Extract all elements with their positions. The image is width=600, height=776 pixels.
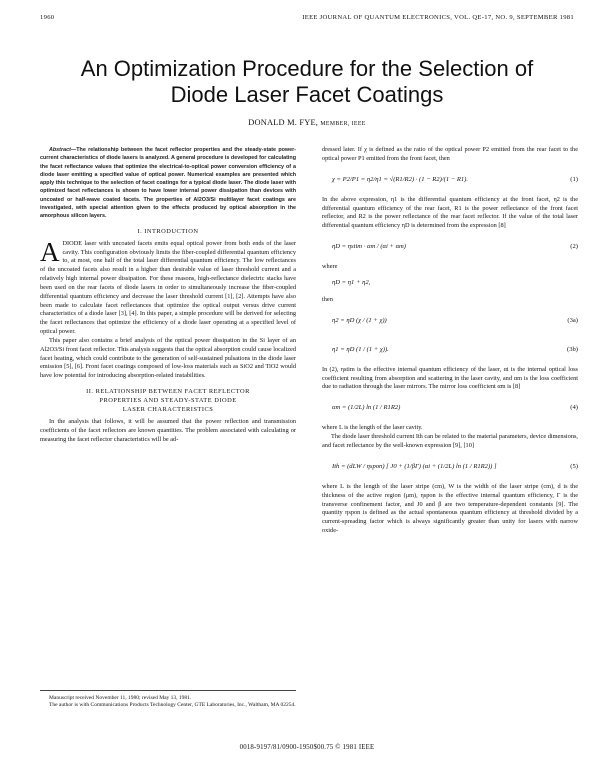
equation-sum-expression: ηD = η1 + η2,	[332, 278, 371, 286]
section-2-heading-line-2: PROPERTIES AND STEADY-STATE DIODE	[99, 397, 237, 405]
page-number: 1960	[40, 14, 55, 21]
footnote-affiliation: The author is with Communications Products Technology Center, GTE Laboratories, Inc., Waltham, MA 02254.	[49, 702, 296, 709]
section-2-paragraph-1: In the analysis that follows, it will be assumed that the power reflection and transmission coefficients of the facet reflectors are known quantities. The problem associated with calculating or measuring the facet reflector characteristics will be ad-	[40, 418, 296, 443]
where-label-1: where	[322, 263, 338, 271]
footnote-manuscript: Manuscript received November 11, 1980; revised May 13, 1981.	[49, 695, 192, 701]
intro-paragraph-1-text: DIODE laser with uncoated facets emits equal optical power from both ends of the laser cavity. This configuration obviously limits the fiber-coupled differential quantum efficiency to, at most, one half of the total laser differential quantum efficiency. The low reflectances of the uncoated facets also result in a higher than desirable value of laser threshold current and a relatively high internal power dissipation. For these reasons, high-reflectance dielectric stacks have been used on the rear facets of diode lasers in order to simultaneously increase the fiber-coupled differential quantum efficiency and decrease the laser threshold current [1], [2]. Attempts have also been made to calculate facet reflectances that optimize the optical output versus drive current characteristics of a diode laser [3], [4]. In this paper, a simple procedure will be derived for selecting the facet reflectances that optimize the efficiency of a diode laser operating at a specified level of optical power.	[40, 239, 296, 336]
footnote	[40, 690, 296, 710]
author-name: DONALD M. FYE,	[248, 118, 319, 127]
author-line	[40, 118, 574, 127]
section-2-heading-line-1: II. RELATIONSHIP BETWEEN FACET REFLECTOR	[86, 388, 250, 396]
equation-4-number: (4)	[570, 404, 578, 412]
right-paragraph-2: In the above expression, η1 is the differential quantum efficiency at the front facet, η2 is the differential quantum efficiency of the rear facet, R1 is the power reflectance of the front facet reflector, and R2 is the power reflectance of the rear facet reflector. If the value of the total laser differential quantum efficiency ηD is determined from the expression [8]	[322, 195, 578, 230]
equation-1-expression: χ = P2/P1 = η2/η1 = √(R1/R2) · (1 − R2)/(1 − R1).	[332, 175, 469, 183]
equation-3a-number: (3a)	[567, 316, 578, 324]
equation-3a-expression: η2 = ηD (χ / (1 + χ))	[332, 316, 387, 324]
then-label: then	[322, 295, 333, 303]
equation-2-expression: ηD = ηstim · αm / (αi + αm)	[332, 243, 406, 251]
left-column	[40, 146, 296, 445]
section-2-heading	[40, 387, 296, 414]
equation-2	[322, 234, 578, 260]
equation-4	[322, 395, 578, 421]
equation-5-number: (5)	[570, 462, 578, 470]
journal-citation: IEEE JOURNAL OF QUANTUM ELECTRONICS, VOL. QE-17, NO. 9, SEPTEMBER 1981	[302, 14, 574, 21]
equation-5-expression: Ith = (dLW / ηspon) [ J0 + (1/βΓ) (αi + (1/2L) ln (1 / R1R2)) ]	[332, 462, 497, 470]
section-1-heading: I. INTRODUCTION	[137, 227, 199, 235]
abstract-lead: Abstract	[49, 147, 71, 153]
equation-3b	[322, 337, 578, 363]
equation-1-number: (1)	[570, 175, 578, 183]
title-line-2: Diode Laser Facet Coatings	[170, 82, 444, 107]
right-paragraph-6: where L is the length of the laser stripe (cm), W is the width of the laser stripe (cm), d is the thickness of the active region (μm), ηspon is the effective internal quantum efficiency, Γ is the transverse confinement factor, and J0 and β are two temperature-dependent constants [9]. The quantity ηspon is defined as the actual spontaneous quantum efficiency at threshold divided by a current-spreading factor which is always significantly greater than unity for lasers with narrow oxide-	[322, 482, 578, 535]
right-paragraph-1: dressed later. If χ is defined as the ratio of the optical power P2 emitted from the rear facet to the optical power P1 emitted from the front facet, then	[322, 146, 578, 162]
equation-3b-expression: η1 = ηD (1 / (1 + χ)).	[332, 345, 389, 353]
intro-paragraph-1	[40, 236, 296, 337]
abstract-text: —The relationship between the facet reflector properties and the steady-state power-current characteristics of diode lasers is analyzed. A general procedure is developed for calculating the facet reflectance values that optimize the electrical-to-optical power conversion efficiency of a diode laser emitting a specified value of optical power. Numerical examples are presented which apply this technique to the selection of facet coatings for a typical diode laser. The diode laser with optimized facet reflectances is shown to have lower internal power dissipation than devices with uncoated or half-wave coated facets. The properties of Al2O3/Si multilayer facet coatings are investigated, with special attention given to the effects produced by optical absorption in the amorphous silicon layers.	[40, 147, 296, 220]
drop-cap: A	[40, 236, 60, 267]
intro-paragraph-2: This paper also contains a brief analysis of the optical power dissipation in the Si layer of an Al2O3/Si front facet reflector. This analysis suggests that the optical absorption could cause localized facet heating, which could contribute to the generation of self-sustained pulsations in the diode laser emission [5], [6]. Front facet coatings composed of low-loss materials such as SiO2 and TiO2 would have low potential for introducing absorption-related instabilities.	[40, 336, 296, 380]
right-paragraph-5: The diode laser threshold current Ith can be related to the material parameters, device dimensions, and facet reflectance by the well-known expression [9], [10]	[322, 433, 578, 449]
equation-5	[322, 454, 578, 480]
paper-title	[40, 56, 574, 108]
equation-sum	[322, 275, 578, 293]
equation-2-number: (2)	[570, 243, 578, 251]
title-line-1: An Optimization Procedure for the Selection of	[80, 56, 534, 81]
section-2-heading-line-3: LASER CHARACTERISTICS	[122, 406, 214, 414]
copyright-footer: 0018-9197/81/0900-1950$00.75 © 1981 IEEE	[239, 744, 375, 751]
abstract	[40, 146, 296, 221]
right-paragraph-3: In (2), ηstim is the effective internal quantum efficiency of the laser, αi is the internal optical loss coefficient resulting from absorption and scattering in the laser cavity, and αm is the loss coefficient due to radiation through the laser mirrors. The mirror loss coefficient αm is [8]	[322, 365, 578, 391]
equation-3a	[322, 308, 578, 334]
author-membership: MEMBER, IEEE	[320, 121, 366, 127]
right-column	[322, 146, 578, 536]
equation-4-expression: αm = (1/2L) ln (1 / R1R2)	[332, 404, 401, 412]
right-paragraph-4: where L is the length of the laser cavity.	[322, 424, 423, 432]
equation-1	[322, 167, 578, 193]
equation-3b-number: (3b)	[567, 345, 578, 353]
